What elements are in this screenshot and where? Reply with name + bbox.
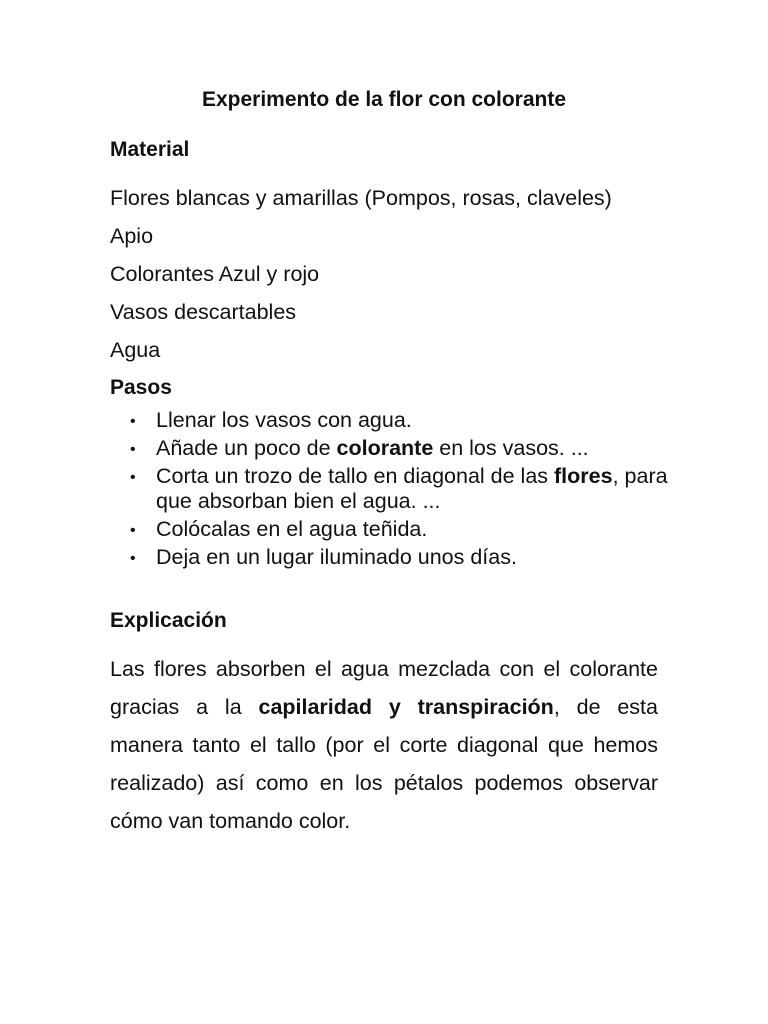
bullet-icon: • <box>130 550 136 567</box>
explanation-text: , de esta manera tanto el tallo (por el corte diagonal que hemos realizado) así como en los pétalos podemos observar cómo van tomando color. <box>110 695 658 833</box>
explanation-heading: Explicación <box>110 609 227 632</box>
step-item <box>110 408 670 433</box>
explanation-paragraph <box>110 650 658 840</box>
step-text: Llenar los vasos con agua. <box>156 408 412 432</box>
step-bold-text: flores <box>554 464 613 488</box>
bullet-icon: • <box>130 469 136 486</box>
step-text: Corta un trozo de tallo en diagonal de las <box>156 464 555 488</box>
document-title: Experimento de la flor con colorante <box>201 88 567 111</box>
step-text: Deja en un lugar iluminado unos días. <box>156 545 517 569</box>
material-item: Agua <box>110 338 161 362</box>
step-item <box>110 436 670 461</box>
explanation-text: Las flores absorben el agua mezclada con el colorante gracias a la <box>110 657 658 719</box>
step-item <box>110 517 670 542</box>
steps-heading: Pasos <box>110 376 172 399</box>
steps-list <box>110 408 670 573</box>
bullet-icon: • <box>130 413 136 430</box>
material-item: Apio <box>110 224 154 248</box>
material-item: Vasos descartables <box>110 300 297 324</box>
material-item: Colorantes Azul y rojo <box>110 262 320 286</box>
bullet-icon: • <box>130 522 136 539</box>
step-item <box>110 464 670 514</box>
step-bold-text: colorante <box>336 436 434 460</box>
material-list <box>110 184 612 374</box>
material-heading: Material <box>110 138 190 161</box>
step-text: , para que absorban bien el agua. ... <box>156 464 668 513</box>
bullet-icon: • <box>130 441 136 458</box>
material-item: Flores blancas y amarillas (Pompos, rosas, claveles) <box>110 186 612 210</box>
step-text: Colócalas en el agua teñida. <box>156 517 428 541</box>
explanation-bold-text: capilaridad y transpiración <box>258 695 554 719</box>
step-text: Añade un poco de <box>156 436 337 460</box>
step-text: en los vasos. ... <box>433 436 589 460</box>
step-item <box>110 545 670 570</box>
